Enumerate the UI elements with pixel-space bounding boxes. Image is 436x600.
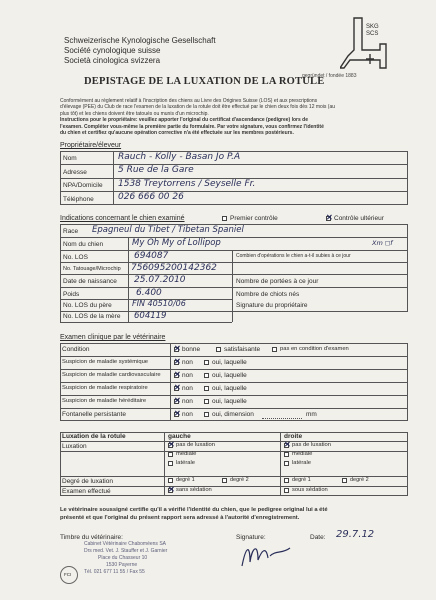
dog-name-value: My Oh My of Lollipop [132,238,221,248]
fontanelle-no-label: non [182,411,193,418]
stamp-label: Timbre du vétérinaire: [60,534,123,541]
dog-section-title: Indications concernant le chien examiné [60,215,185,222]
respiratory-yes-label: oui, laquelle [212,385,247,392]
birth-value: 25.07.2010 [134,275,186,285]
first-check-label: Premier contrôle [230,215,278,222]
owner-address-value: 5 Rue de la Gare [118,165,194,175]
cardio-label: Suspicion de maladie cardiovasculaire [62,372,161,378]
systemic-no-label: non [182,359,193,366]
left-no-luxation-label: pas de luxation [176,442,215,448]
fontanelle-no-checkbox[interactable] [174,412,179,417]
mother-value: 604119 [134,311,167,321]
later-check-checkbox[interactable] [326,216,331,221]
first-check-checkbox[interactable] [222,216,227,221]
condition-label: Condition [62,346,90,353]
logo-text-bottom: SCS [366,31,379,37]
left-lateral-checkbox[interactable] [168,461,173,466]
left-lateral-label: latérale [176,460,196,466]
certify-line-2: présenté et que l'original du présent rapport sera adressé à l'autorité d'enregistrement. [60,515,300,521]
sex-value: Xm ◻f [372,239,393,247]
owner-address-label: Adresse [63,169,87,176]
certify-line-1: Le vétérinaire soussigné certifie qu'il a vérifié l'identité du chien, que le pedigree original lui a été [60,507,328,513]
intro-line: du chien et certifiez qu'aucune opération corrective n'a été effectuée sur les membres postérieurs. [60,130,294,137]
right-no-luxation-checkbox[interactable] [284,443,289,448]
date-value: 29.7.12 [336,529,375,540]
hereditary-yes-label: oui, laquelle [212,398,247,405]
luxation-header: Luxation de la rotule [62,433,126,440]
right-degree-2-checkbox[interactable] [342,478,347,483]
owner-city-value: 1538 Treytorrens / Seyselle Fr. [118,179,256,189]
org-name-it: Società cinologica svizzera [64,56,161,65]
race-value: Epagneul du Tibet / Tibetan Spaniel [92,225,244,235]
right-degree-1-checkbox[interactable] [284,478,289,483]
exam-sedation-checkbox[interactable] [284,488,289,493]
right-lateral-label: latérale [292,460,312,466]
respiratory-no-label: non [182,385,193,392]
father-value: FIN 40510/06 [132,299,186,308]
date-label: Date: [310,534,326,541]
intro-line: d'élevage (PEE) du Club de race l'examen de la luxation de la rotule doit être effectué par le chien deux fois dès 12 mois (au [60,104,336,111]
respiratory-label: Suspicion de maladie respiratoire [62,385,148,391]
los-label: No. LOS [63,254,88,261]
founded-text: gegründet / fondée 1883 [302,73,357,79]
stamp-line: 1530 Payerne [106,562,138,568]
father-label: No. LOS du père [63,302,112,309]
luxation-row-label: Luxation [62,443,87,450]
right-medial-checkbox[interactable] [284,452,289,457]
weight-label: Poids [63,291,80,298]
owner-name-label: Nom [63,155,77,162]
owner-phone-label: Téléphone [63,196,94,203]
fontanelle-label: Fontanelle persistante [62,411,126,418]
right-medial-label: médiale [292,451,313,457]
skg-logo [340,16,388,70]
litters-label: Nombre de portées à ce jour [236,278,319,285]
left-medial-checkbox[interactable] [168,452,173,457]
exam-no-sedation-checkbox[interactable] [168,488,173,493]
tattoo-value: 756095200142362 [131,263,217,273]
right-degree-1-label: degré 1 [292,477,311,483]
hereditary-yes-checkbox[interactable] [204,399,209,404]
right-no-luxation-label: pas de luxation [292,442,331,448]
stamp-line: Cabinet Vétérinaire Chaboméens SA [84,541,166,547]
birth-label: Date de naissance [63,278,117,285]
owner-city-label: NPA/Domicile [63,182,103,189]
degree-row-label: Degré de luxation [62,478,113,485]
left-medial-label: médiale [176,451,197,457]
pups-label: Nombre de chiots nés [236,291,300,298]
owner-signature-label: Signature du propriétaire [236,302,308,309]
race-label: Race [63,228,79,235]
intro-paragraph [60,98,408,136]
owner-section-title: Propriétaire/éleveur [60,142,122,149]
left-header: gauche [168,433,191,440]
cardio-no-label: non [182,372,193,379]
fontanelle-yes-checkbox[interactable] [204,412,209,417]
left-degree-2-checkbox[interactable] [222,478,227,483]
vet-stamp [84,541,188,585]
cardio-yes-checkbox[interactable] [204,373,209,378]
stamp-line: Drs med. Vet. J. Stauffer et J. Garnier [84,548,168,554]
hereditary-no-label: non [182,398,193,405]
condition-good-label: bonne [182,346,201,353]
left-degree-1-checkbox[interactable] [168,478,173,483]
respiratory-no-checkbox[interactable] [174,386,179,391]
org-name-de: Schweizerische Kynologische Gesellschaft [64,36,216,45]
owner-name-value: Rauch - Kolly - Basan Jo P.A [118,152,241,162]
logo-text-top: SKG [366,24,379,30]
org-name-fr: Société cynologique suisse [64,46,161,55]
mother-label: No. LOS de la mère [63,313,121,320]
right-lateral-checkbox[interactable] [284,461,289,466]
dog-silhouette-icon [340,16,388,70]
systemic-label: Suspicion de maladie systémique [62,359,149,365]
intro-line: Conformément au règlement relatif à l'inscription des chiens au Livre des Origines Suisse (LOS) et aux prescriptions [60,98,318,104]
respiratory-yes-checkbox[interactable] [204,386,209,391]
dog-name-label: Nom du chien [63,241,104,248]
tattoo-label: No. Tatouage/Microchip [63,266,121,272]
systemic-yes-label: oui, laquelle [212,359,247,366]
vet-signature [236,536,296,572]
weight-value: 6.400 [136,288,162,298]
left-degree-2-label: degré 2 [230,477,249,483]
fci-logo: FCI [60,566,78,584]
systemic-yes-checkbox[interactable] [204,360,209,365]
left-degree-1-label: degré 1 [176,477,195,483]
cardio-no-checkbox[interactable] [174,373,179,378]
clinical-section-title: Examen clinique par le vétérinaire [60,334,166,341]
left-no-luxation-checkbox[interactable] [168,443,173,448]
owner-phone-value: 026 666 00 26 [118,192,184,202]
signature-label: Signature: [236,534,266,541]
exam-sedation-label: sous sédation [292,487,328,493]
hereditary-label: Suspicion de maladie héréditaire [62,398,147,404]
cardio-yes-label: oui, laquelle [212,372,247,379]
right-degree-2-label: degré 2 [350,477,369,483]
systemic-no-checkbox[interactable] [174,360,179,365]
condition-not-fit-label: pas en condition d'examen [280,346,349,352]
exam-row-label: Examen effectué [62,488,111,495]
intro-line: plus tôt) et les chiens doivent être tatoués ou munis d'un microchip. [60,110,209,117]
condition-satisfying-checkbox[interactable] [216,347,221,352]
condition-satisfying-label: satisfaisante [224,346,261,353]
hereditary-no-checkbox[interactable] [174,399,179,404]
stamp-line: Place du Chasseur 10 [98,555,148,561]
fontanelle-unit: mm [306,411,317,418]
stamp-line: Tél. 021 677 11 55 / Fax 55 [84,569,145,575]
right-header: droite [284,433,303,440]
page-title: DEPISTAGE DE LA LUXATION DE LA ROTULE [84,76,325,87]
certify-text [60,506,408,522]
condition-not-fit-checkbox[interactable] [272,347,277,352]
later-check-label: Contrôle ultérieur [334,215,384,222]
intro-line: Instructions pour le propriétaire: veuillez apporter l'original du certificat d'ascendance (pedigree) lors de [60,117,308,124]
condition-good-checkbox[interactable] [174,347,179,352]
intro-line: l'examen. Compléter vous-même la première partie du formulaire. Par votre signature, vous confirmez l'identité [60,123,324,130]
ops-label: Combien d'opérations le chien a-t-il subies à ce jour [236,253,351,259]
fontanelle-yes-label: oui, dimension [212,411,254,418]
los-value: 694087 [134,251,169,261]
exam-no-sedation-label: sans sédation [176,487,212,493]
